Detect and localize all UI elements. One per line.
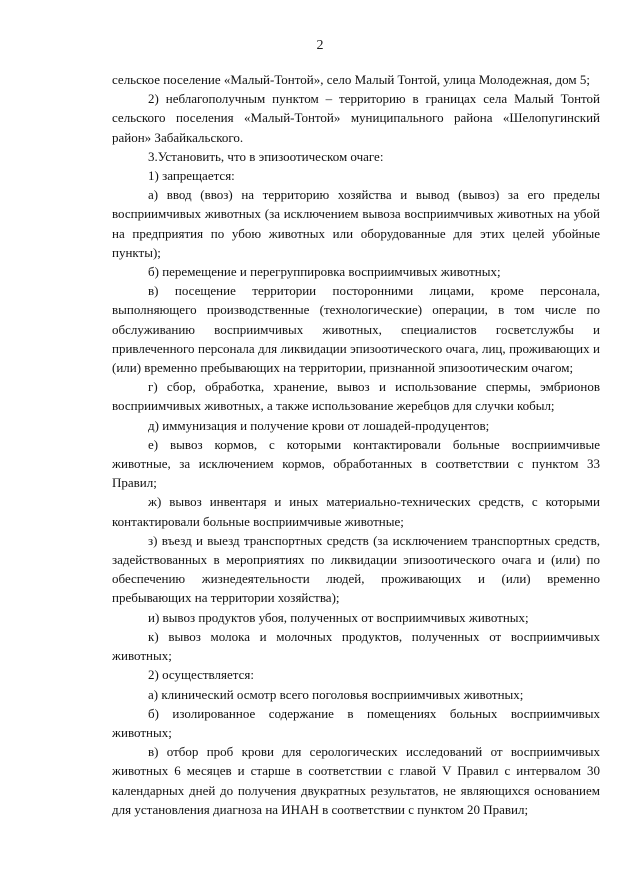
paragraph: з) въезд и выезд транспортных средств (за исключением транспортных средств, задействованных в мероприятиях по ликвидации эпизоотического очага и (или) по обеспечению жизнедеятельности людей, проживающих и (или) временно пребывающих на территории хозяйства); (112, 532, 600, 606)
paragraph: 1) запрещается: (148, 168, 235, 184)
paragraph: г) сбор, обработка, хранение, вывоз и использование спермы, эмбрионов восприимчивых животных, а также использование жеребцов для случки кобыл; (112, 379, 600, 414)
paragraph: 3.Установить, что в эпизоотическом очаге: (148, 148, 384, 164)
paragraph: 2) осуществляется: (148, 667, 254, 683)
paragraph: а) ввод (ввоз) на территорию хозяйства и вывод (вывоз) за его пределы восприимчивых животных (за исключением вывоза восприимчивых животных на убой на предприятия по убою животных или оборудованные для этих целей убойные пункты); (112, 187, 600, 260)
paragraph: к) вывоз молока и молочных продуктов, полученных от восприимчивых животных; (112, 628, 600, 664)
paragraph: д) иммунизация и получение крови от лошадей-продуцентов; (148, 417, 490, 433)
page-number: 2 (316, 38, 324, 53)
paragraph: 2) неблагополучным пунктом – территорию в границах села Малый Тонтой сельского поселения «Малый-Тонтой» муниципального района «Шелопугинский район» Забайкальского. (112, 91, 600, 145)
paragraph: сельское поселение «Малый-Тонтой», село Малый Тонтой, улица Молодежная, дом 5; (112, 72, 590, 87)
paragraph: е) вывоз кормов, с которыми контактировали больные восприимчивые животные, за исключением кормов, обработанных в соответствии с пунктом 33 Правил; (112, 436, 600, 491)
paragraph: и) вывоз продуктов убоя, полученных от восприимчивых животных; (148, 609, 529, 625)
paragraph: б) изолированное содержание в помещениях больных восприимчивых животных; (112, 705, 600, 740)
paragraph: в) посещение территории посторонними лицами, кроме персонала, выполняющего производственные (технологические) операции, в том числе по обслуживанию восприимчивых животных, специалистов госветслужбы и привлеченного персонала для ликвидации эпизоотического очага, лиц, проживающих и (или) временно пребывающих на территории, признанной эпизоотическим очагом; (112, 283, 600, 376)
paragraph: в) отбор проб крови для серологических исследований от восприимчивых животных 6 месяцев и старше в соответствии с главой V Правил с интервалом 30 календарных дней до получения двукратных результатов, не являющихся основанием для установления диагноза на ИНАН в соответствии с пунктом 20 Правил; (112, 744, 600, 817)
paragraph: ж) вывоз инвентаря и иных материально-технических средств, с которыми контактировали больные восприимчивые животные; (112, 494, 600, 529)
document-body (112, 70, 600, 819)
paragraph: б) перемещение и перегруппировка восприимчивых животных; (148, 264, 501, 280)
paragraph: а) клинический осмотр всего поголовья восприимчивых животных; (148, 686, 524, 702)
